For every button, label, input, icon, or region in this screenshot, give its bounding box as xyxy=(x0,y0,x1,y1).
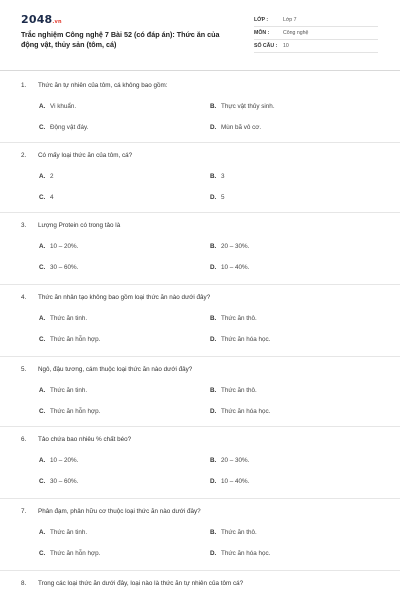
meta-label: SỐ CÂU : xyxy=(254,43,278,49)
question-stem xyxy=(21,436,131,443)
logo-suffix: .vn xyxy=(52,19,62,25)
site-logo[interactable] xyxy=(21,13,62,26)
option-text: 20 – 30%. xyxy=(221,243,250,250)
option-letter: D. xyxy=(210,478,217,485)
option-text: 2 xyxy=(50,173,54,180)
answer-option[interactable] xyxy=(39,408,100,415)
question-stem xyxy=(21,222,120,229)
question-separator xyxy=(0,284,400,285)
answer-option[interactable] xyxy=(39,173,54,180)
question-text: Có mấy loại thức ăn của tôm, cá? xyxy=(38,152,133,159)
logo-text: 2048 xyxy=(21,13,53,26)
option-letter: A. xyxy=(39,173,46,180)
option-text: 20 – 30%. xyxy=(221,457,250,464)
option-text: Thức ăn tinh. xyxy=(50,529,88,536)
option-text: 30 – 60%. xyxy=(50,478,79,485)
answer-option[interactable] xyxy=(39,457,78,464)
answer-option[interactable] xyxy=(39,478,78,485)
answer-option[interactable] xyxy=(210,194,225,201)
option-letter: D. xyxy=(210,408,217,415)
answer-option[interactable] xyxy=(210,243,249,250)
option-letter: A. xyxy=(39,315,46,322)
option-letter: B. xyxy=(210,243,217,250)
option-text: 10 – 20%. xyxy=(50,243,79,250)
answer-option[interactable] xyxy=(39,124,88,131)
question-number: 8. xyxy=(21,580,27,587)
option-text: Thức ăn tinh. xyxy=(50,387,88,394)
option-letter: C. xyxy=(39,336,46,343)
option-letter: D. xyxy=(210,194,217,201)
option-text: Thức ăn thô. xyxy=(221,315,257,322)
option-text: Thức ăn hỗn hợp. xyxy=(50,336,101,343)
option-letter: A. xyxy=(39,387,46,394)
option-text: Mùn bã vô cơ. xyxy=(221,124,262,131)
answer-option[interactable] xyxy=(210,408,270,415)
answer-option[interactable] xyxy=(210,457,249,464)
question-number: 2. xyxy=(21,152,27,159)
option-text: Thức ăn hỗn hợp. xyxy=(50,408,101,415)
answer-option[interactable] xyxy=(39,550,100,557)
question-stem xyxy=(21,294,210,301)
header-divider xyxy=(0,70,400,71)
option-text: Thức ăn thô. xyxy=(221,387,257,394)
option-text: Thức ăn tinh. xyxy=(50,315,88,322)
meta-row xyxy=(254,14,378,27)
question-stem xyxy=(21,82,168,89)
answer-option[interactable] xyxy=(210,124,261,131)
option-text: Thức ăn hỗn hợp. xyxy=(50,550,101,557)
question-separator xyxy=(0,356,400,357)
answer-option[interactable] xyxy=(39,336,100,343)
option-letter: B. xyxy=(210,387,217,394)
answer-option[interactable] xyxy=(39,315,87,322)
question-stem xyxy=(21,580,243,587)
question-number: 1. xyxy=(21,82,27,89)
question-text: Phân đạm, phân hữu cơ thuộc loại thức ăn nào dưới đây? xyxy=(38,508,201,515)
option-text: Thức ăn hóa học. xyxy=(221,336,271,343)
option-letter: B. xyxy=(210,173,217,180)
answer-option[interactable] xyxy=(39,387,87,394)
option-letter: A. xyxy=(39,529,46,536)
answer-option[interactable] xyxy=(210,550,270,557)
answer-option[interactable] xyxy=(39,529,87,536)
option-letter: C. xyxy=(39,408,46,415)
meta-value: 10 xyxy=(283,43,289,49)
document-header xyxy=(0,0,400,70)
option-text: 10 – 40%. xyxy=(221,264,250,271)
option-letter: C. xyxy=(39,478,46,485)
question-separator xyxy=(0,142,400,143)
meta-row xyxy=(254,40,378,53)
option-letter: C. xyxy=(39,124,46,131)
question-text: Lượng Protein có trong tảo là xyxy=(38,222,121,229)
option-text: Thức ăn thô. xyxy=(221,529,257,536)
page-title: Trắc nghiệm Công nghệ 7 Bài 52 (có đáp án): Thức ăn của động vật, thủy sản (tôm, cá) xyxy=(21,30,220,49)
option-letter: B. xyxy=(210,103,217,110)
question-text: Tảo chứa bao nhiêu % chất béo? xyxy=(38,436,132,443)
question-separator xyxy=(0,570,400,571)
answer-option[interactable] xyxy=(39,264,78,271)
option-text: 10 – 20%. xyxy=(50,457,79,464)
option-letter: B. xyxy=(210,315,217,322)
meta-row xyxy=(254,27,378,40)
option-letter: B. xyxy=(210,457,217,464)
question-number: 4. xyxy=(21,294,27,301)
answer-option[interactable] xyxy=(210,264,249,271)
question-text: Ngô, đậu tương, cám thuộc loại thức ăn nào dưới đây? xyxy=(38,366,193,373)
answer-option[interactable] xyxy=(39,103,76,110)
question-stem xyxy=(21,508,201,515)
question-number: 3. xyxy=(21,222,27,229)
question-text: Trong các loại thức ăn dưới đây, loại nào là thức ăn tự nhiên của tôm cá? xyxy=(38,580,244,587)
answer-option[interactable] xyxy=(210,478,249,485)
option-text: 3 xyxy=(221,173,225,180)
option-text: Động vật đáy. xyxy=(50,124,89,131)
option-letter: D. xyxy=(210,550,217,557)
question-stem xyxy=(21,152,132,159)
answer-option[interactable] xyxy=(210,173,225,180)
option-letter: D. xyxy=(210,124,217,131)
question-stem xyxy=(21,366,192,373)
option-letter: C. xyxy=(39,550,46,557)
answer-option[interactable] xyxy=(210,336,270,343)
option-text: 5 xyxy=(221,194,225,201)
question-number: 6. xyxy=(21,436,27,443)
option-letter: C. xyxy=(39,194,46,201)
question-number: 5. xyxy=(21,366,27,373)
answer-option[interactable] xyxy=(210,387,257,394)
answer-option[interactable] xyxy=(39,194,54,201)
option-letter: B. xyxy=(210,529,217,536)
option-text: Vi khuẩn. xyxy=(50,103,77,110)
option-text: Thức ăn hóa học. xyxy=(221,550,271,557)
question-text: Thức ăn nhân tạo không bao gồm loại thức ăn nào dưới đây? xyxy=(38,294,211,301)
meta-label: MÔN : xyxy=(254,30,270,36)
option-text: Thực vật thủy sinh. xyxy=(221,103,275,110)
question-separator xyxy=(0,426,400,427)
option-letter: D. xyxy=(210,336,217,343)
option-text: 10 – 40%. xyxy=(221,478,250,485)
meta-value: Lớp 7 xyxy=(283,17,297,23)
option-letter: A. xyxy=(39,243,46,250)
question-separator xyxy=(0,498,400,499)
meta-value: Công nghệ xyxy=(283,30,309,36)
answer-option[interactable] xyxy=(210,315,257,322)
question-number: 7. xyxy=(21,508,27,515)
answer-option[interactable] xyxy=(210,529,257,536)
answer-option[interactable] xyxy=(210,103,275,110)
question-text: Thức ăn tự nhiên của tôm, cá không bao gồm: xyxy=(38,82,168,89)
option-letter: D. xyxy=(210,264,217,271)
option-text: 4 xyxy=(50,194,54,201)
question-separator xyxy=(0,212,400,213)
option-text: Thức ăn hóa học. xyxy=(221,408,271,415)
option-letter: C. xyxy=(39,264,46,271)
option-letter: A. xyxy=(39,103,46,110)
answer-option[interactable] xyxy=(39,243,78,250)
option-text: 30 – 60%. xyxy=(50,264,79,271)
option-letter: A. xyxy=(39,457,46,464)
meta-label: LỚP : xyxy=(254,17,269,23)
